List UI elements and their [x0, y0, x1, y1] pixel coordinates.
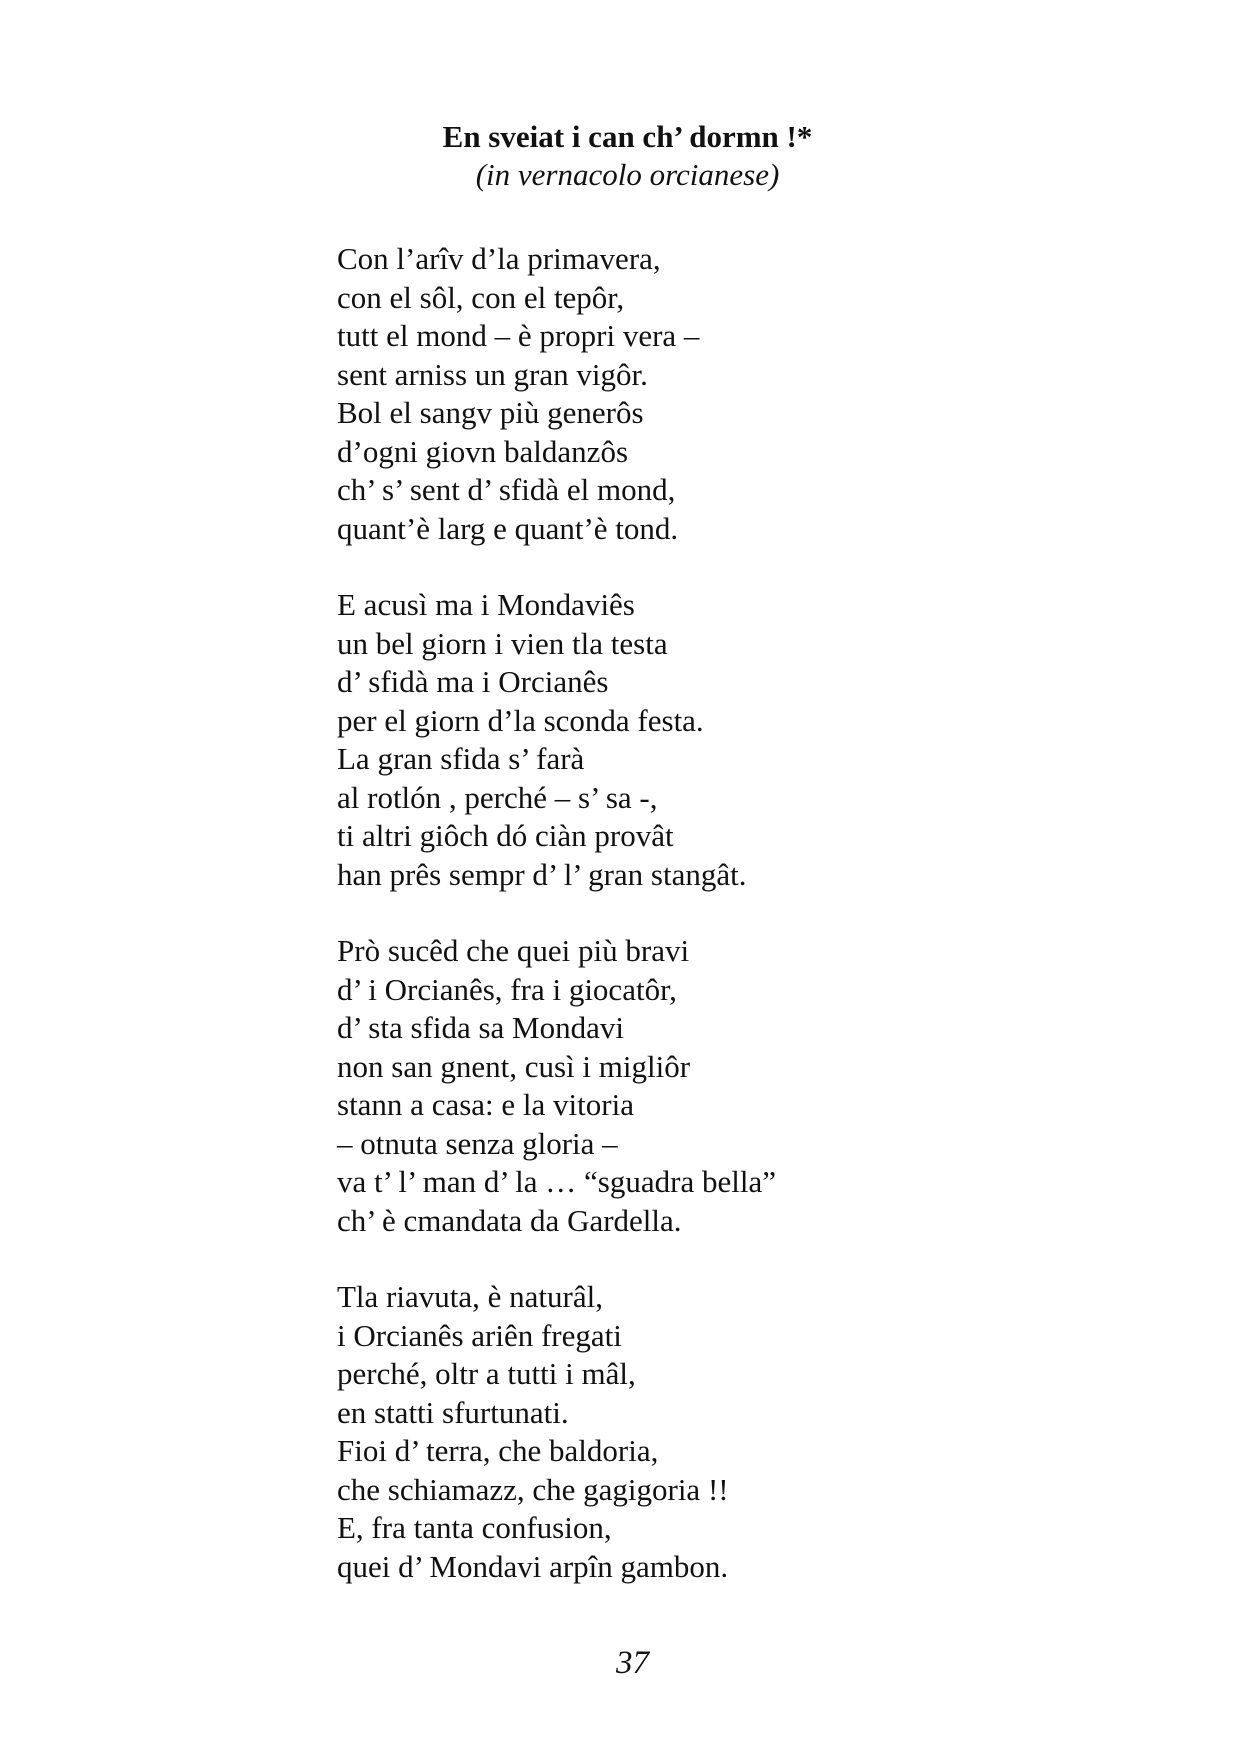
poem-line: han prês sempr d’ l’ gran stangât. [337, 856, 747, 892]
poem-line: ti altri giôch dó ciàn provât [337, 818, 674, 853]
poem-line: ch’ è cmandata da Gardella. [337, 1202, 682, 1238]
poem-line: tutt el mond – è propri vera – [337, 318, 700, 353]
page-number: 37 [616, 1645, 649, 1681]
poem-line: La gran sfida s’ farà [337, 741, 585, 776]
poem-line: – otnuta senza gloria – [337, 1125, 618, 1161]
poem-line: non san gnent, cusì i migliôr [337, 1048, 691, 1084]
poem-line: E, fra tanta confusion, [337, 1510, 612, 1545]
poem-line: d’ sfidà ma i Orcianês [337, 664, 609, 699]
stanza-1 [337, 240, 1037, 548]
poem-line: d’ sta sfida sa Mondavi [337, 1010, 624, 1045]
poem-line: va t’ l’ man d’ la … “sguadra bella” [337, 1164, 776, 1199]
poem-line: quant’è larg e quant’è tond. [337, 510, 679, 546]
poem-line: un bel giorn i vien tla testa [337, 625, 668, 661]
poem-line: per el giorn d’la sconda festa. [337, 702, 704, 738]
stanza-4 [337, 1278, 1037, 1586]
poem-title: En sveiat i can ch’ dormn !* [442, 119, 813, 154]
title-block [0, 118, 1240, 194]
poem-line: Bol el sangv più generôs [337, 395, 644, 430]
poem-line: al rotlón , perché – s’ sa -, [337, 779, 658, 815]
poem-line: ch’ s’ sent d’ sfidà el mond, [337, 472, 676, 507]
poem-body [337, 240, 1037, 1586]
poem-line: E acusì ma i Mondaviês [337, 587, 635, 622]
poem-line: Con l’arîv d’la primavera, [337, 241, 661, 276]
poem-line: quei d’ Mondavi arpîn gambon. [337, 1548, 729, 1584]
poem-line: d’ i Orcianês, fra i giocatôr, [337, 971, 677, 1007]
poem-line: d’ogni giovn baldanzôs [337, 433, 629, 469]
poem-line: che schiamazz, che gagigoria !! [337, 1471, 729, 1507]
poem-line: Tla riavuta, è naturâl, [337, 1279, 603, 1314]
poem-line: sent arniss un gran vigôr. [337, 356, 648, 392]
poem-line: i Orcianês ariên fregati [337, 1317, 622, 1353]
poem-subtitle: (in vernacolo orcianese) [475, 157, 780, 192]
poem-line: stann a casa: e la vitoria [337, 1087, 634, 1122]
poem-line: en statti sfurtunati. [337, 1394, 569, 1430]
stanza-2 [337, 586, 1037, 894]
poem-line: Prò sucêd che quei più bravi [337, 933, 690, 968]
stanza-3 [337, 932, 1037, 1240]
poem-line: perché, oltr a tutti i mâl, [337, 1356, 636, 1391]
poem-line: Fioi d’ terra, che baldoria, [337, 1433, 659, 1468]
poem-line: con el sôl, con el tepôr, [337, 279, 625, 315]
